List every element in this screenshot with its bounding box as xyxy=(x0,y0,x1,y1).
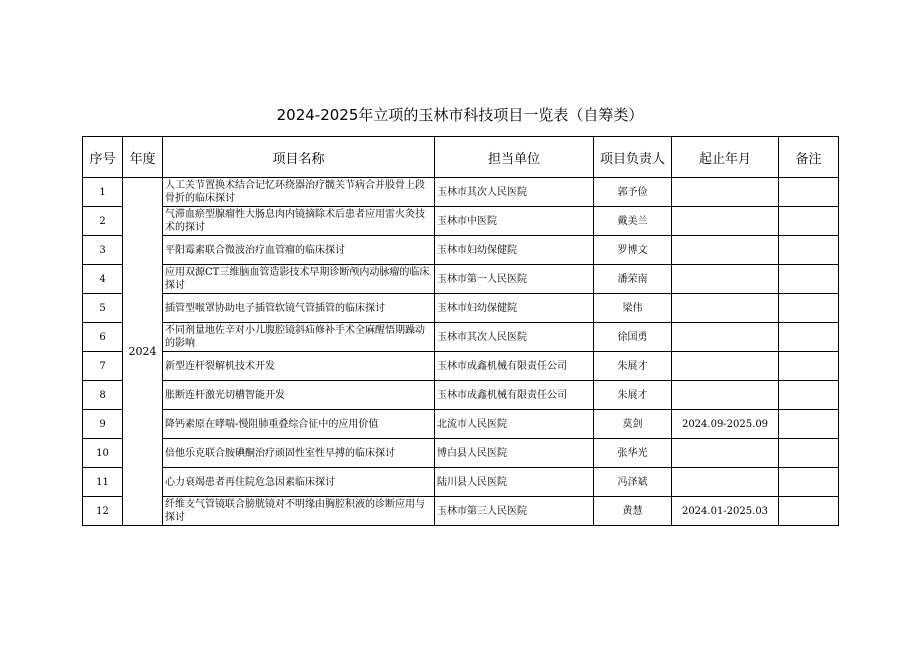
cell-period xyxy=(672,381,779,410)
header-year: 年度 xyxy=(123,137,163,178)
cell-period xyxy=(672,207,779,236)
cell-no: 6 xyxy=(83,323,123,352)
cell-leader: 徐国勇 xyxy=(594,323,672,352)
cell-project-name: 心力衰竭患者再住院危急因素临床探讨 xyxy=(163,468,435,497)
cell-note xyxy=(779,468,839,497)
cell-project-name: 新型连杆裂解机技术开发 xyxy=(163,352,435,381)
table-row xyxy=(83,468,839,497)
cell-no: 11 xyxy=(83,468,123,497)
table-row xyxy=(83,381,839,410)
cell-project-name: 平阳霉素联合微波治疗血管瘤的临床探讨 xyxy=(163,236,435,265)
cell-note xyxy=(779,410,839,439)
header-name: 项目名称 xyxy=(163,137,435,178)
table-row xyxy=(83,207,839,236)
project-table xyxy=(82,136,839,526)
cell-unit: 博白县人民医院 xyxy=(435,439,594,468)
cell-project-name: 倍他乐克联合胺碘酮治疗顽固性室性早搏的临床探讨 xyxy=(163,439,435,468)
header-unit: 担当单位 xyxy=(435,137,594,178)
cell-note xyxy=(779,294,839,323)
cell-note xyxy=(779,236,839,265)
cell-no: 9 xyxy=(83,410,123,439)
cell-period xyxy=(672,352,779,381)
cell-project-name: 插管型喉罩协助电子插管软镜气管插管的临床探讨 xyxy=(163,294,435,323)
cell-period xyxy=(672,236,779,265)
cell-unit: 玉林市其次人民医院 xyxy=(435,178,594,207)
cell-leader: 梁伟 xyxy=(594,294,672,323)
cell-leader: 张华光 xyxy=(594,439,672,468)
cell-period xyxy=(672,178,779,207)
table-row xyxy=(83,323,839,352)
cell-unit: 玉林市第一人民医院 xyxy=(435,265,594,294)
cell-period xyxy=(672,439,779,468)
table-row xyxy=(83,265,839,294)
cell-note xyxy=(779,265,839,294)
cell-leader: 罗博文 xyxy=(594,236,672,265)
cell-period: 2024.01-2025.03 xyxy=(672,497,779,526)
cell-leader: 朱展才 xyxy=(594,352,672,381)
cell-period xyxy=(672,323,779,352)
table-row xyxy=(83,497,839,526)
cell-unit: 玉林市妇幼保健院 xyxy=(435,294,594,323)
cell-no: 10 xyxy=(83,439,123,468)
cell-note xyxy=(779,497,839,526)
document-title: 2024-2025年立项的玉林市科技项目一览表（自筹类） xyxy=(276,106,644,124)
cell-period: 2024.09-2025.09 xyxy=(672,410,779,439)
cell-project-name: 人工关节置换术结合记忆环绕器治疗髋关节病合并股骨上段骨折的临床探讨 xyxy=(163,178,435,207)
cell-project-name: 不同剂量地佐辛对小儿腹腔镜斜疝修补手术全麻醒悟期躁动的影响 xyxy=(163,323,435,352)
cell-unit: 玉林市成鑫机械有限责任公司 xyxy=(435,381,594,410)
cell-year: 2024 xyxy=(123,178,163,526)
cell-note xyxy=(779,207,839,236)
cell-unit: 玉林市妇幼保健院 xyxy=(435,236,594,265)
cell-note xyxy=(779,439,839,468)
cell-no: 3 xyxy=(83,236,123,265)
cell-leader: 冯泽斌 xyxy=(594,468,672,497)
cell-no: 12 xyxy=(83,497,123,526)
cell-period xyxy=(672,265,779,294)
cell-unit: 玉林市第三人民医院 xyxy=(435,497,594,526)
cell-period xyxy=(672,294,779,323)
table-row xyxy=(83,178,839,207)
cell-no: 7 xyxy=(83,352,123,381)
table-row xyxy=(83,352,839,381)
cell-unit: 玉林市其次人民医院 xyxy=(435,323,594,352)
cell-unit: 陆川县人民医院 xyxy=(435,468,594,497)
cell-no: 5 xyxy=(83,294,123,323)
table-row xyxy=(83,410,839,439)
cell-project-name: 气滞血瘀型腺瘤性大肠息肉内镜摘除术后患者应用雷火灸技术的探讨 xyxy=(163,207,435,236)
table-row xyxy=(83,294,839,323)
header-note: 备注 xyxy=(779,137,839,178)
cell-project-name: 纤维支气管镜联合膀胱镜对不明缘由胸腔积液的诊断应用与探讨 xyxy=(163,497,435,526)
cell-note xyxy=(779,178,839,207)
header-period: 起止年月 xyxy=(672,137,779,178)
table-row xyxy=(83,439,839,468)
cell-unit: 玉林市中医院 xyxy=(435,207,594,236)
cell-no: 2 xyxy=(83,207,123,236)
cell-no: 8 xyxy=(83,381,123,410)
header-no: 序号 xyxy=(83,137,123,178)
cell-leader: 戴美兰 xyxy=(594,207,672,236)
header-row xyxy=(83,137,839,178)
cell-no: 1 xyxy=(83,178,123,207)
header-leader: 项目负责人 xyxy=(594,137,672,178)
cell-note xyxy=(779,352,839,381)
cell-period xyxy=(672,468,779,497)
cell-note xyxy=(779,323,839,352)
cell-no: 4 xyxy=(83,265,123,294)
cell-leader: 郭予俭 xyxy=(594,178,672,207)
table-row xyxy=(83,236,839,265)
cell-unit: 北流市人民医院 xyxy=(435,410,594,439)
cell-project-name: 降钙素原在哮喘-慢阻肺重叠综合征中的应用价值 xyxy=(163,410,435,439)
cell-unit: 玉林市成鑫机械有限责任公司 xyxy=(435,352,594,381)
cell-note xyxy=(779,381,839,410)
cell-project-name: 应用双源CT三维脑血管造影技术早期诊断颅内动脉瘤的临床探讨 xyxy=(163,265,435,294)
cell-leader: 黄慧 xyxy=(594,497,672,526)
cell-project-name: 胀断连杆激光切槽智能开发 xyxy=(163,381,435,410)
cell-leader: 朱展才 xyxy=(594,381,672,410)
cell-leader: 莫剑 xyxy=(594,410,672,439)
cell-leader: 潘荣南 xyxy=(594,265,672,294)
